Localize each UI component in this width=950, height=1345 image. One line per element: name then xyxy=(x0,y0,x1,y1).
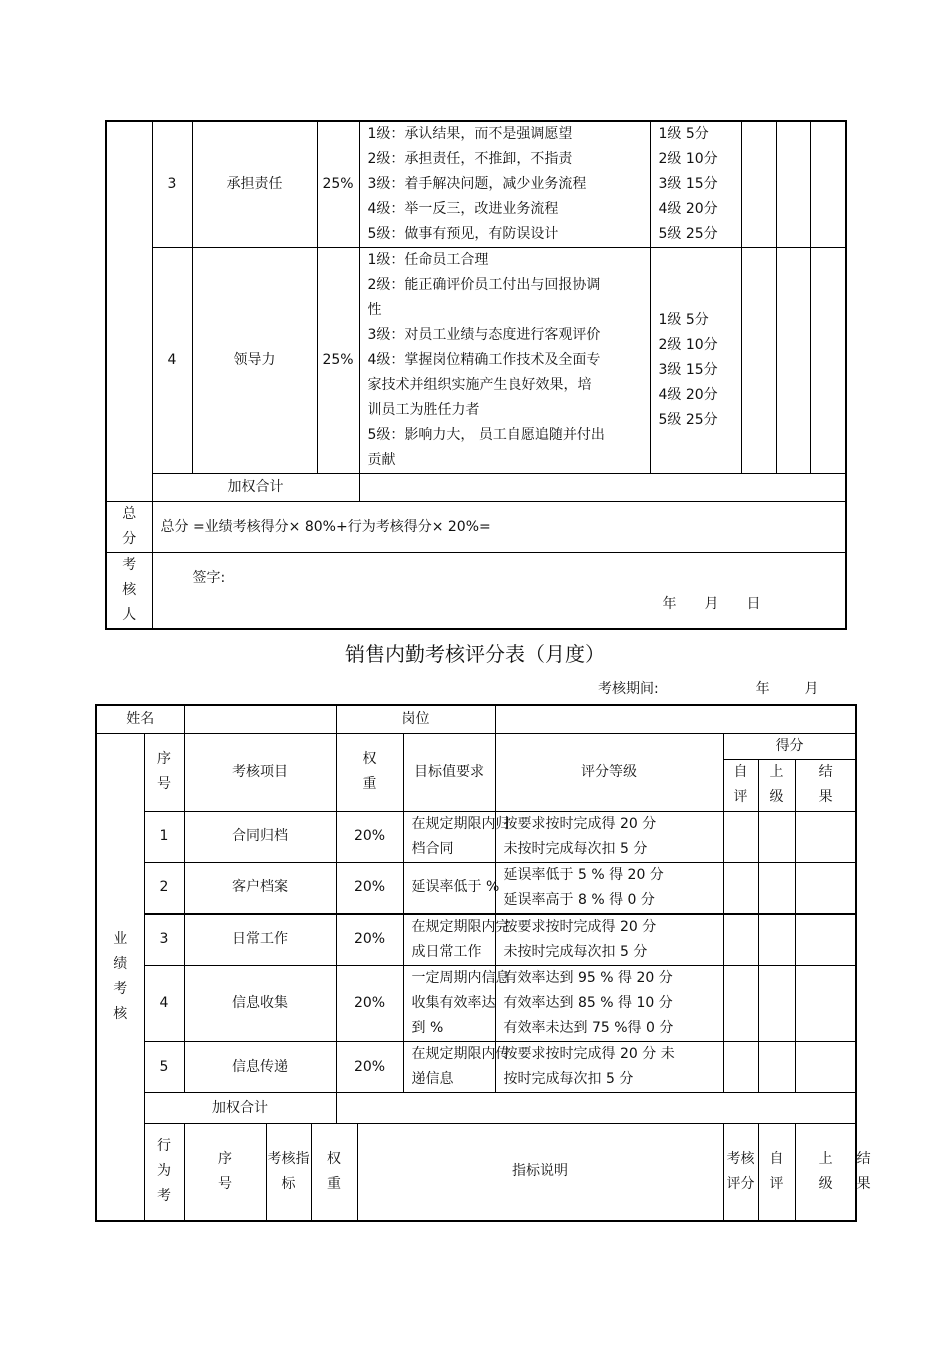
weight-value: 20% xyxy=(336,862,403,914)
table-row xyxy=(96,966,856,1042)
total-label: 总 分 xyxy=(106,502,152,553)
header-grade: 评分等级 xyxy=(495,733,723,811)
supervisor-eval-cell[interactable] xyxy=(776,248,810,474)
item-name: 信息收集 xyxy=(184,966,336,1042)
table-row xyxy=(106,121,846,248)
section-behavior: 行 为 考 xyxy=(144,1124,184,1221)
period-month: 月 xyxy=(804,681,819,697)
level-description: 1级：承认结果，而不是强调愿望 2级：承担责任，不推卸，不指责 3级：着手解决问题，减少业务流程 4级：举一反三，改进业务流程 5级：做事有预见，有防误设计 xyxy=(359,121,650,248)
header-self: 自 评 xyxy=(723,759,758,811)
target-requirement: 在规定期限内传 递信息 xyxy=(403,1042,495,1093)
period-year: 年 xyxy=(755,681,770,697)
supervisor-eval-cell[interactable] xyxy=(758,914,795,966)
name-label: 姓名 xyxy=(96,705,184,733)
result-cell[interactable] xyxy=(810,248,846,474)
self-eval-cell[interactable] xyxy=(723,1042,758,1093)
self-eval-cell[interactable] xyxy=(723,914,758,966)
weight-value: 20% xyxy=(336,811,403,862)
grade-rule: 按要求按时完成得 20 分 未按时完成每次扣 5 分 xyxy=(495,811,723,862)
result-cell[interactable] xyxy=(810,121,846,248)
level-score: 1级 5分 2级 10分 3级 15分 4级 20分 5级 25分 xyxy=(650,248,741,474)
grade-rule: 有效率达到 95 % 得 20 分 有效率达到 85 % 得 10 分 有效率未达到 75 %得 0 分 xyxy=(495,966,723,1042)
row-number: 4 xyxy=(152,248,192,474)
weight-value: 20% xyxy=(336,966,403,1042)
behavior-header-row: 行 为 考 序 号 考核指标 权 重 指标说明 考核评分 自 评 上 级 结 果 xyxy=(96,1124,856,1221)
item-name: 合同归档 xyxy=(184,811,336,862)
behavior-header-eval: 考核评分 xyxy=(723,1124,758,1221)
weighted-total-value[interactable] xyxy=(359,474,846,502)
self-eval-cell[interactable] xyxy=(741,121,776,248)
weight-value: 25% xyxy=(317,248,359,474)
table-row xyxy=(106,248,846,474)
item-name: 领导力 xyxy=(192,248,317,474)
weighted-total-row xyxy=(96,1093,856,1124)
assessment-period xyxy=(598,678,819,698)
behavior-header-self: 自 评 xyxy=(758,1124,795,1221)
header-result: 结 果 xyxy=(795,759,856,811)
behavior-header-supervisor: 上 级 xyxy=(795,1124,856,1221)
table-row xyxy=(96,1042,856,1093)
total-formula: 总分 =业绩考核得分× 80%+行为考核得分× 20%= xyxy=(152,502,846,553)
weighted-total-label: 加权合计 xyxy=(152,474,359,502)
supervisor-eval-cell[interactable] xyxy=(758,1042,795,1093)
weight-value: 20% xyxy=(336,914,403,966)
item-name: 日常工作 xyxy=(184,914,336,966)
supervisor-eval-cell[interactable] xyxy=(758,966,795,1042)
level-description: 1级：任命员工合理 2级：能正确评价员工付出与回报协调 性 3级：对员工业绩与态度进行客观评价 4级：掌握岗位精确工作技术及全面专 家技术并组织实施产生良好效果，培 训员工为胜任力者 5级：影响力大， 员工自愿追随并付出 贡献 xyxy=(359,248,650,474)
row-number: 3 xyxy=(152,121,192,248)
behavior-header-no: 序 号 xyxy=(184,1124,266,1221)
target-requirement: 在规定期限内归 档合同 xyxy=(403,811,495,862)
item-name: 信息传递 xyxy=(184,1042,336,1093)
result-cell[interactable] xyxy=(795,966,856,1042)
supervisor-eval-cell[interactable] xyxy=(758,862,795,914)
supervisor-eval-cell[interactable] xyxy=(758,811,795,862)
row-number: 5 xyxy=(144,1042,184,1093)
self-eval-cell[interactable] xyxy=(723,811,758,862)
header-weight: 权 重 xyxy=(336,733,403,811)
weighted-total-value[interactable] xyxy=(336,1093,856,1124)
top-assessment-table xyxy=(105,120,847,630)
self-eval-cell[interactable] xyxy=(723,862,758,914)
header-score: 得分 xyxy=(723,733,856,759)
signature-area[interactable] xyxy=(152,553,846,630)
total-row xyxy=(106,502,846,553)
grade-rule: 延误率低于 5 % 得 20 分 延误率高于 8 % 得 0 分 xyxy=(495,862,723,914)
row-number: 2 xyxy=(144,862,184,914)
table-row xyxy=(96,811,856,862)
section-performance: 业 绩 考 核 xyxy=(96,733,144,1221)
result-cell[interactable] xyxy=(795,811,856,862)
name-value[interactable] xyxy=(184,705,336,733)
sign-date: 年 月 日 xyxy=(662,595,761,612)
table-row xyxy=(96,862,856,914)
behavior-header-indicator: 考核指标 xyxy=(266,1124,311,1221)
post-label: 岗位 xyxy=(336,705,495,733)
self-eval-cell[interactable] xyxy=(741,248,776,474)
supervisor-eval-cell[interactable] xyxy=(776,121,810,248)
reviewer-row xyxy=(106,553,846,630)
item-name: 客户档案 xyxy=(184,862,336,914)
weighted-total-row xyxy=(106,474,846,502)
result-cell[interactable] xyxy=(795,1042,856,1093)
reviewer-label: 考 核 人 xyxy=(106,553,152,630)
weighted-total-label: 加权合计 xyxy=(144,1093,336,1124)
post-value[interactable] xyxy=(495,705,856,733)
row-number: 3 xyxy=(144,914,184,966)
sales-assistant-assessment-table xyxy=(95,704,871,1222)
row-number: 1 xyxy=(144,811,184,862)
target-requirement: 在规定期限内完 成日常工作 xyxy=(403,914,495,966)
table-row xyxy=(96,914,856,966)
header-target: 目标值要求 xyxy=(403,733,495,811)
sign-label: 签字: xyxy=(192,569,226,586)
self-eval-cell[interactable] xyxy=(723,966,758,1042)
row-number: 4 xyxy=(144,966,184,1042)
header-info-row xyxy=(96,705,856,733)
level-score: 1级 5分 2级 10分 3级 15分 4级 20分 5级 25分 xyxy=(650,121,741,248)
weight-value: 20% xyxy=(336,1042,403,1093)
result-cell[interactable] xyxy=(795,862,856,914)
target-requirement: 延误率低于 % xyxy=(403,862,495,914)
item-name: 承担责任 xyxy=(192,121,317,248)
form-title: 销售内勤考核评分表（月度） xyxy=(345,642,605,666)
behavior-header-desc: 指标说明 xyxy=(357,1124,723,1221)
header-item: 考核项目 xyxy=(184,733,336,811)
grade-rule: 按要求按时完成得 20 分 未 按时完成每次扣 5 分 xyxy=(495,1042,723,1093)
header-no: 序 号 xyxy=(144,733,184,811)
target-requirement: 一定周期内信息 收集有效率达 到 % xyxy=(403,966,495,1042)
weight-value: 25% xyxy=(317,121,359,248)
header-supervisor: 上 级 xyxy=(758,759,795,811)
grade-rule: 按要求按时完成得 20 分 未按时完成每次扣 5 分 xyxy=(495,914,723,966)
period-label: 考核期间: xyxy=(598,681,659,697)
result-cell[interactable] xyxy=(795,914,856,966)
section-cell xyxy=(106,121,152,502)
behavior-header-weight: 权 重 xyxy=(311,1124,357,1221)
column-header-row xyxy=(96,733,856,759)
